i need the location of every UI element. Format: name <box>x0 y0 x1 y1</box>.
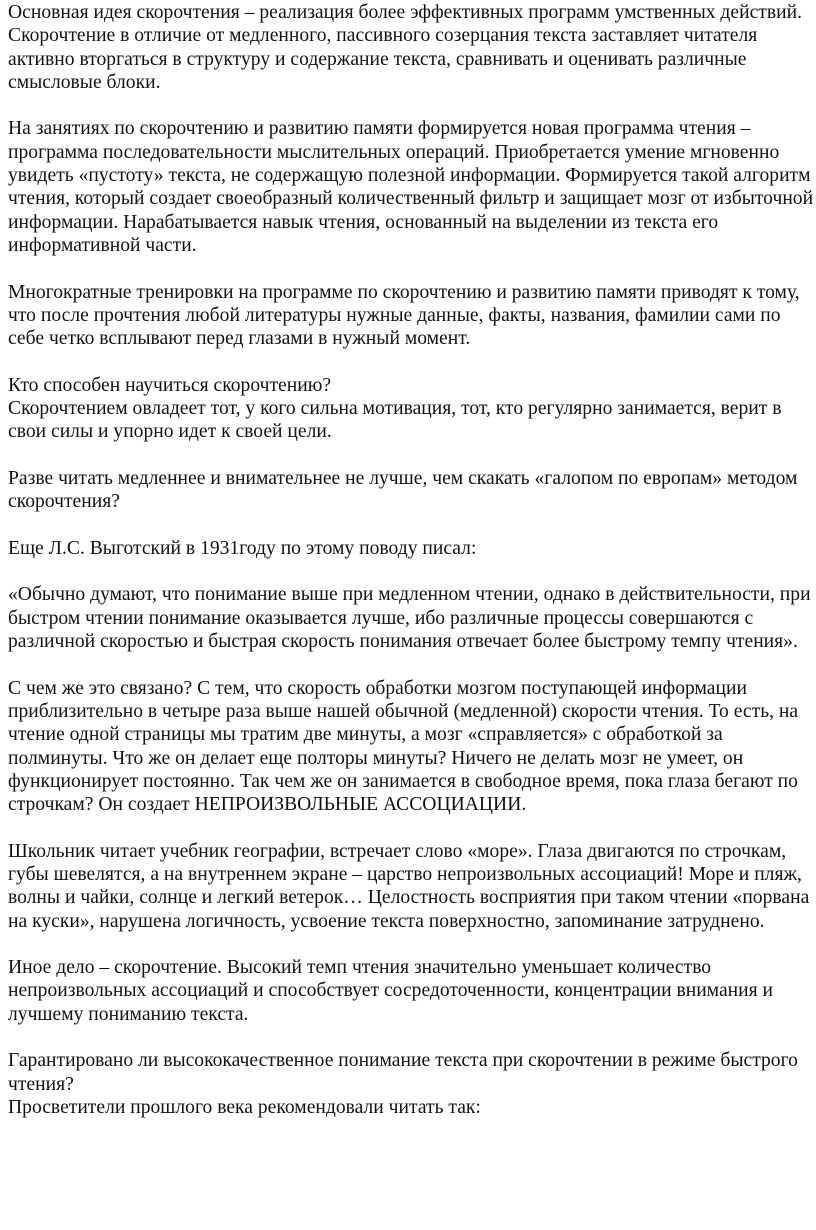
paragraph-speed-reading-benefit: Иное дело – скорочтение. Высокий темп чтения значительно уменьшает количество непроизвольных ассоциаций и способствует сосредоточенности, концентрации внимания и лучшему пониманию текста. <box>8 957 774 1025</box>
paragraph-brain-speed: С чем же это связано? С тем, что скорость обработки мозгом поступающей информации приблизительно в четыре раза выше нашей обычной (медленной) скорости чтения. То есть, на чтение одной страницы мы тратим две минуты, а мозг «справляется» с обработкой за полминуты. Что же он делает еще полторы минуты? Ничего не делать мозг не умеет, он функционирует постоянно. Так чем же он занимается в свободное время, пока глаза бегают по строчкам? Он создает НЕПРОИЗВОЛЬНЫЕ АССОЦИАЦИИ. <box>8 677 799 816</box>
paragraph-spacer <box>8 816 814 839</box>
paragraph-main-idea: Основная идея скорочтения – реализация более эффективных программ умственных действий. Скорочтение в отличие от медленного, пассивного созерцания текста заставляет читателя активно вторгаться в структуру и содержание текста, сравнивать и оценивать различные смысловые блоки. <box>8 2 802 93</box>
paragraph-vygotsky-intro: Еще Л.С. Выготский в 1931году по этому поводу писал: <box>8 537 477 559</box>
paragraph-new-reading-program: На занятиях по скорочтению и развитию памяти формируется новая программа чтения – программа последовательности мыслительных операций. Приобретается умение мгновенно увидеть «пустоту» текста, не содержащую полезной информации. Формируется такой алгоритм чтения, который создает своеобразный количественный фильтр и защищает мозг от избыточной информации. Нарабатывается навык чтения, основанный на выделении из текста его информативной части. <box>8 118 814 256</box>
paragraph-spacer <box>8 653 814 676</box>
paragraph-spacer <box>8 1026 814 1049</box>
paragraph-spacer <box>8 350 814 373</box>
paragraph-spacer <box>8 933 814 956</box>
paragraph-slow-reading-question: Разве читать медленнее и внимательнее не лучше, чем скакать «галопом по европам» методом скорочтения? <box>8 467 798 513</box>
paragraph-schoolboy-example: Школьник читает учебник географии, встречает слово «море». Глаза двигаются по строчкам, губы шевелятся, а на внутреннем экране – царство непроизвольных ассоциаций! Море и пляж, волны и чайки, солнце и легкий ветерок… Целостность восприятия при таком чтении «порвана на куски», нарушена логичность, усвоение текста поверхностно, запоминание затруднено. <box>8 840 810 932</box>
paragraph-spacer <box>8 257 814 280</box>
paragraph-who-can-learn: Кто способен научиться скорочтению? Скорочтением овладеет тот, у кого сильна мотивация, тот, кто регулярно занимается, верит в свои силы и упорно идет к своей цели. <box>8 374 782 443</box>
paragraph-spacer <box>8 94 814 117</box>
paragraph-repeated-training: Многократные тренировки на программе по скорочтению и развитию памяти приводят к тому, что после прочтения любой литературы нужные данные, факты, названия, фамилии сами по себе четко всплывают перед глазами в нужный момент. <box>8 281 800 350</box>
paragraph-spacer <box>8 514 814 537</box>
paragraph-spacer <box>8 560 814 583</box>
paragraph-comprehension-question: Гарантировано ли высококачественное понимание текста при скорочтении в режиме быстрого чтения? Просветители прошлого века рекомендовали читать так: <box>8 1050 798 1118</box>
paragraph-vygotsky-quote: «Обычно думают, что понимание выше при медленном чтении, однако в действительности, при быстром чтении понимание оказывается лучше, ибо различные процессы совершаются с различной скоростью и быстрая скорость понимания отвечает более быстрому темпу чтения». <box>8 584 811 653</box>
paragraph-spacer <box>8 444 814 467</box>
